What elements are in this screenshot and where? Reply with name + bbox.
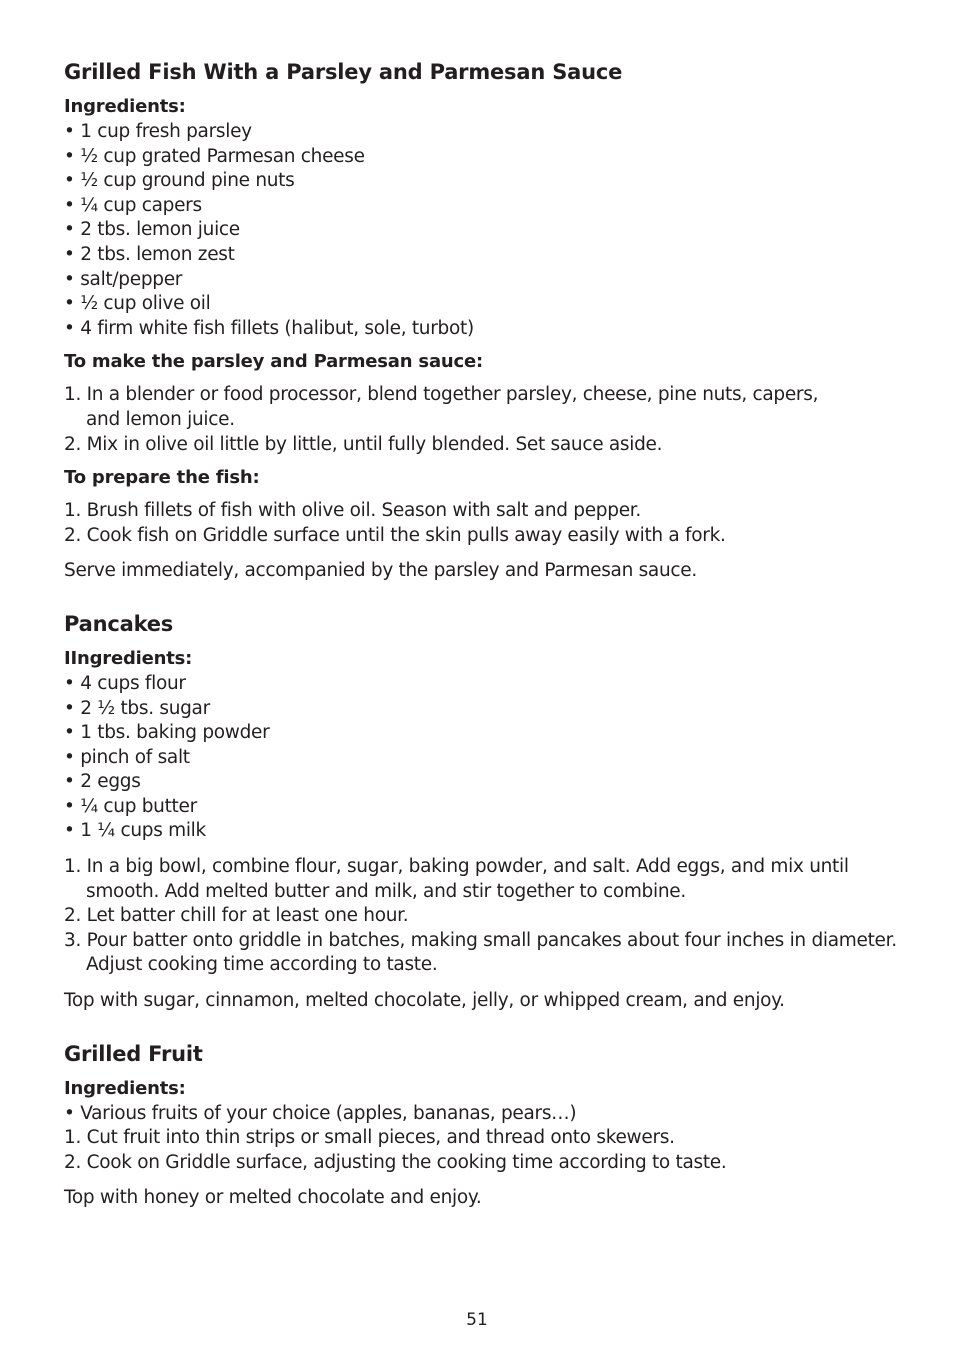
step-item: and lemon juice.	[86, 408, 235, 430]
list-item: • ½ cup olive oil	[64, 293, 211, 315]
recipe-pancakes	[64, 610, 904, 1014]
ingredients-list	[64, 672, 904, 844]
step-item: 1. Cut fruit into thin strips or small pieces, and thread onto skewers.	[64, 1127, 675, 1149]
recipe-page	[64, 58, 904, 1211]
list-item: • 1 cup fresh parsley	[64, 121, 252, 142]
step-item: smooth. Add melted butter and milk, and stir together to combine.	[86, 880, 686, 902]
list-item: • 2 ½ tbs. sugar	[64, 697, 210, 719]
step-item: 2. Cook fish on Griddle surface until the skin pulls away easily with a fork.	[64, 524, 726, 546]
step-item: 2. Cook on Griddle surface, adjusting the cooking time according to taste.	[64, 1151, 727, 1173]
ingredients-heading: IIngredients:	[64, 647, 193, 669]
ingredients-list	[64, 1102, 904, 1127]
ingredients-list	[64, 120, 904, 341]
list-item: • 1 ¼ cups milk	[64, 820, 206, 842]
step-item: 1. In a blender or food processor, blend together parsley, cheese, pine nuts, capers,	[64, 384, 819, 406]
serving-note: Top with sugar, cinnamon, melted chocolate, jelly, or whipped cream, and enjoy.	[64, 990, 785, 1012]
instruction-steps	[64, 1126, 904, 1175]
list-item: • ½ cup grated Parmesan cheese	[64, 145, 365, 167]
instruction-steps	[64, 855, 904, 978]
step-item: 2. Mix in olive oil little by little, until fully blended. Set sauce aside.	[64, 433, 663, 455]
list-item: • 4 firm white fish fillets (halibut, sole, turbot)	[64, 317, 474, 339]
list-item: • ¼ cup butter	[64, 795, 197, 817]
recipe-title: Grilled Fish With a Parsley and Parmesan Sauce	[64, 60, 623, 84]
recipe-grilled-fish	[64, 58, 904, 584]
serving-note: Top with honey or melted chocolate and enjoy.	[64, 1187, 482, 1209]
sauce-heading: To make the parsley and Parmesan sauce:	[64, 351, 483, 373]
page-number: 51	[466, 1310, 488, 1330]
step-item: 1. In a big bowl, combine flour, sugar, baking powder, and salt. Add eggs, and mix until	[64, 856, 849, 878]
list-item: • pinch of salt	[64, 746, 190, 768]
list-item: • Various fruits of your choice (apples, bananas, pears…)	[64, 1102, 577, 1124]
step-item: 3. Pour batter onto griddle in batches, making small pancakes about four inches in diameter.	[64, 929, 897, 951]
ingredients-heading: Ingredients:	[64, 96, 186, 117]
list-item: • ¼ cup capers	[64, 194, 202, 216]
recipe-grilled-fruit	[64, 1040, 904, 1211]
recipe-title: Pancakes	[64, 611, 174, 636]
fish-steps	[64, 499, 904, 548]
list-item: • 2 tbs. lemon zest	[64, 243, 235, 265]
list-item: • 4 cups flour	[64, 672, 186, 694]
list-item: • salt/pepper	[64, 268, 183, 290]
ingredients-heading: Ingredients:	[64, 1077, 186, 1099]
list-item: • ½ cup ground pine nuts	[64, 170, 295, 192]
sauce-steps	[64, 383, 904, 457]
fish-heading: To prepare the fish:	[64, 467, 260, 489]
serving-note: Serve immediately, accompanied by the parsley and Parmesan sauce.	[64, 560, 697, 582]
list-item: • 1 tbs. baking powder	[64, 722, 270, 744]
step-item: 2. Let batter chill for at least one hour.	[64, 905, 409, 927]
step-item: 1. Brush fillets of fish with olive oil. Season with salt and pepper.	[64, 500, 641, 522]
list-item: • 2 eggs	[64, 771, 141, 793]
list-item: • 2 tbs. lemon juice	[64, 219, 240, 241]
recipe-title: Grilled Fruit	[64, 1041, 203, 1066]
step-item: Adjust cooking time according to taste.	[86, 954, 438, 976]
